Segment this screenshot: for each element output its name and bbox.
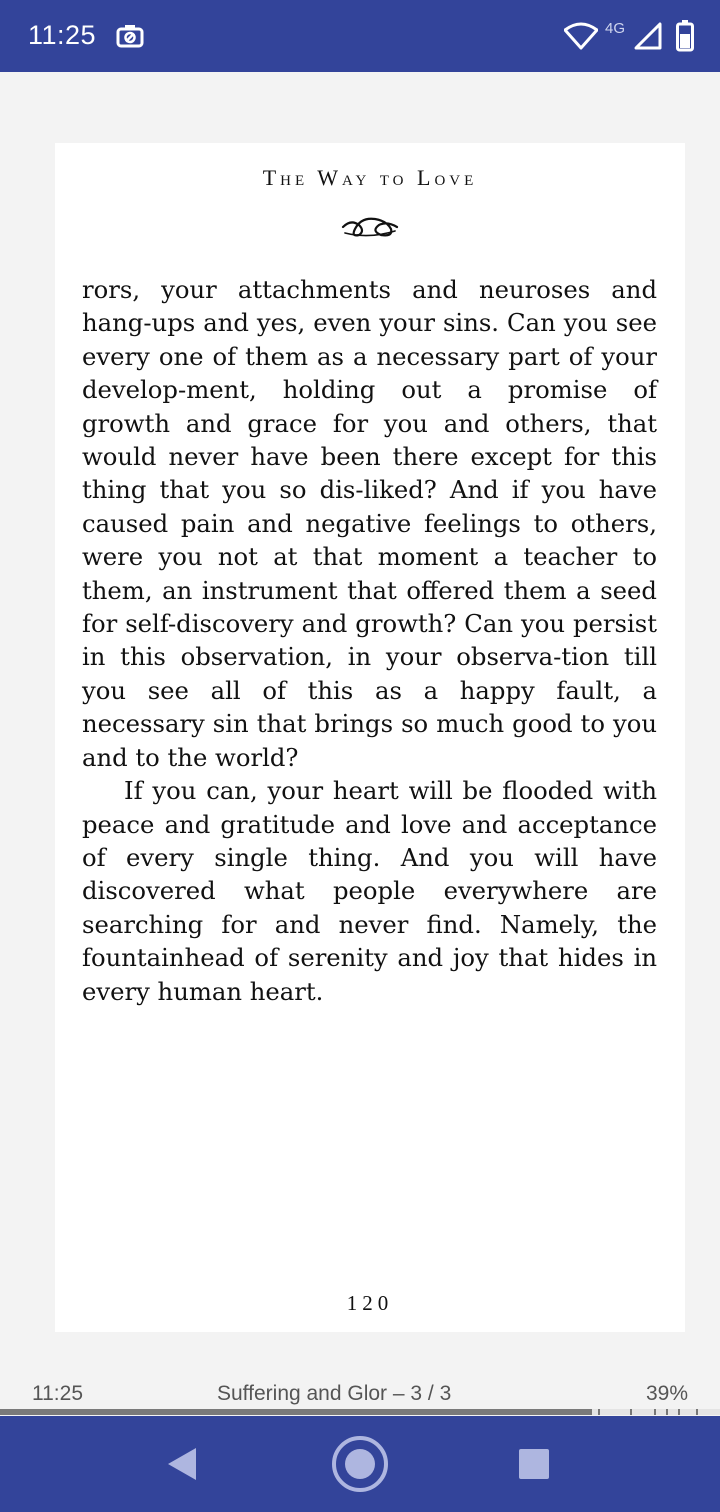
network-type-label: 4G: [605, 20, 626, 37]
reading-progress-bar[interactable]: [0, 1409, 720, 1415]
paragraph: If you can, your heart will be flooded with peace and gratitude and love and acceptance of every single thing. And you will have discovered what people everywhere are searching for and never find. Namely, the fountainhead of serenity and joy that hides in every human heart.: [82, 776, 657, 1006]
chapter-tick: [598, 1409, 600, 1415]
battery-icon: [676, 20, 694, 52]
chapter-tick: [654, 1409, 656, 1415]
running-head: The Way to Love: [262, 165, 478, 190]
navigation-bar: [0, 1416, 720, 1512]
status-bar: [0, 0, 720, 72]
chapter-tick: [590, 1409, 592, 1415]
page-number: 120: [346, 1291, 394, 1315]
paragraph: rors, your attachments and neuroses and hang-ups and yes, even your sins. Can you see every one of them as a necessary part of your develop-ment, holding out a promise of growth and grace for you and others, that would never have been there except for this thing that you so dis-liked? And if you have caused pain and negative feelings to others, were you not at that moment a teacher to them, an instrument that offered them a seed for self-discovery and growth? Can you persist in this observation, in your observa-tion till you see all of this as a happy fault, a necessary sin that brings so much good to you and to the world?: [82, 275, 657, 772]
reading-progress-fill: [0, 1409, 590, 1415]
home-icon[interactable]: [330, 1434, 390, 1494]
status-time: 11:25: [28, 20, 97, 50]
footer-time: 11:25: [32, 1382, 83, 1405]
reader-footer: [0, 1378, 720, 1412]
page-body-text: [82, 273, 657, 1008]
progress-percent: 39%: [646, 1382, 689, 1405]
chapter-tick: [678, 1409, 680, 1415]
book-page[interactable]: [55, 143, 685, 1332]
wifi-icon: [564, 22, 598, 50]
camera-icon: [116, 24, 144, 48]
chapter-tick: [666, 1409, 668, 1415]
back-icon[interactable]: [166, 1446, 198, 1482]
flourish-ornament-icon: [339, 207, 401, 241]
chapter-indicator: Suffering and Glor – 3 / 3: [217, 1382, 452, 1405]
recents-icon[interactable]: [518, 1448, 550, 1480]
chapter-tick: [630, 1409, 632, 1415]
signal-icon: [634, 22, 662, 50]
chapter-tick: [696, 1409, 698, 1415]
